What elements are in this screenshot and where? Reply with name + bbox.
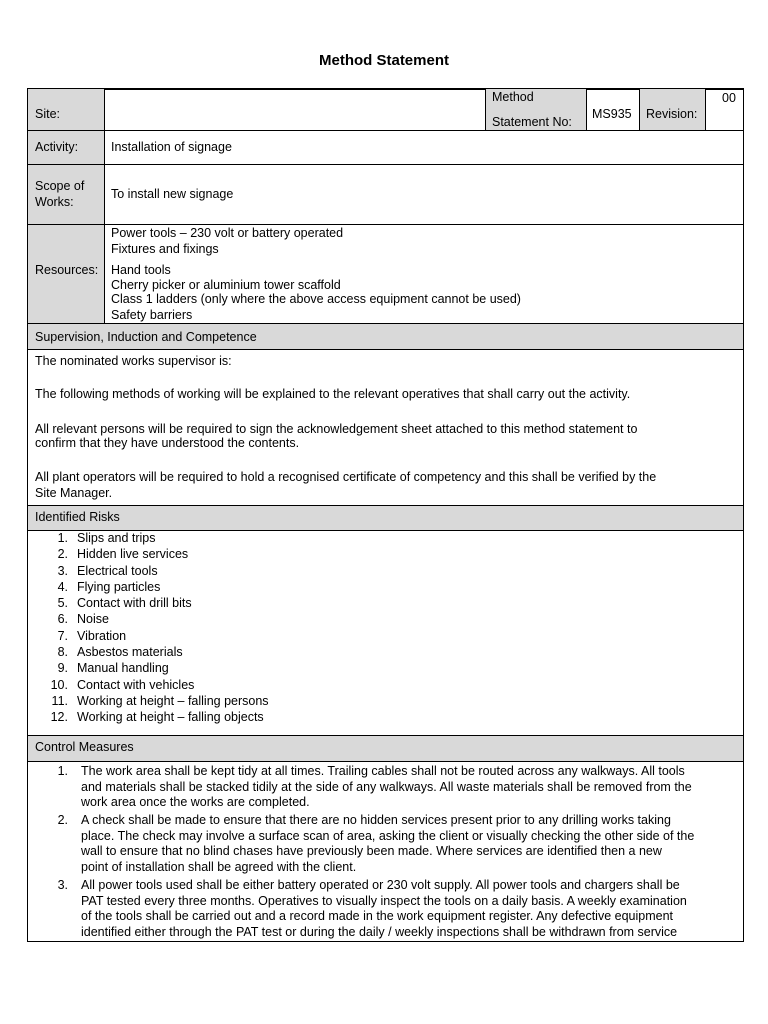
list-item: 1. Slips and trips [57,531,156,545]
control-item-number: 2. [57,813,68,827]
method-label-line2: Statement No: [492,115,572,129]
method-number: MS935 [592,107,632,121]
resource-item: Safety barriers [111,308,193,322]
risks-list [30,530,269,726]
activity-value: Installation of signage [111,140,232,154]
list-item: 5. Contact with drill bits [57,596,192,611]
control-line: identified either through the PAT test or during the daily / weekly inspections shall be withdrawn from service [81,924,678,939]
scope-label-line1: Scope of [35,179,85,193]
control-line: point of installation shall be agreed with the client. [81,859,357,874]
list-item: 2. Hidden live services [57,547,189,562]
control-item-number: 3. [57,878,68,892]
control-line: A check shall be made to ensure that there are no hidden services present prior to any drilling works taking [81,813,671,827]
controls-heading: Control Measures [35,740,134,754]
resource-item: Class 1 ladders (only where the above access equipment cannot be used) [111,292,521,306]
supervision-p3-line2: confirm that they have understood the contents. [35,436,300,450]
controls-heading-bar [27,735,744,762]
control-line: place. The check may involve a surface scan of area, asking the client or visually checking the other side of the [81,828,695,843]
resources-label: Resources: [35,263,99,277]
supervision-p1: The nominated works supervisor is: [35,354,232,368]
header-row [27,88,744,131]
resource-item: Cherry picker or aluminium tower scaffold [111,278,341,292]
document-title: Method Statement [318,52,449,69]
scope-value: To install new signage [111,187,234,201]
site-label: Site: [35,107,61,121]
risks-heading: Identified Risks [35,510,120,524]
list-item: 4. Flying particles [57,579,161,594]
control-line: PAT tested every three months. Operatives to visually inspect the tools on a daily basis. A weekly examination [81,893,687,908]
list-item: 11. Working at height – falling persons [51,693,269,708]
control-line: work area once the works are completed. [81,795,310,809]
supervision-p4-line1: All plant operators will be required to hold a recognised certificate of competency and this shall be verified by the [35,470,657,484]
supervision-p4-line2: Site Manager. [35,486,113,500]
scope-label-line2: Works: [35,195,74,209]
control-line: of the tools shall be carried out and a record made in the work equipment register. Any defective equipment [81,909,674,923]
control-item-number: 1. [57,764,68,778]
list-item: 6. Noise [57,612,109,627]
control-line: All power tools used shall be either battery operated or 230 volt supply. All power tools and chargers shall be [81,878,680,892]
supervision-heading: Supervision, Induction and Competence [35,330,257,344]
supervision-p2: The following methods of working will be explained to the relevant operatives that shall carry out the activity. [35,387,631,401]
list-item: 12. Working at height – falling objects [50,710,264,725]
control-line: The work area shall be kept tidy at all times. Trailing cables shall not be routed across any walkways. All tools [81,764,685,778]
list-item: 8. Asbestos materials [57,645,183,660]
list-item: 9. Manual handling [57,661,169,676]
revision-value: 00 [722,91,736,105]
resource-item: Power tools – 230 volt or battery operated [111,226,344,240]
supervision-p3-line1: All relevant persons will be required to sign the acknowledgement sheet attached to this method statement to [35,422,638,436]
risks-heading-bar [27,505,744,531]
list-item: 3. Electrical tools [57,563,158,578]
list-item: 7. Vibration [57,628,127,643]
method-label-line1: Method [492,90,534,104]
list-item: 10. Contact with vehicles [50,677,195,692]
activity-label: Activity: [35,140,79,154]
control-line: wall to ensure that no blind chases have previously been made. Where services are identified then a new [81,844,662,858]
revision-label: Revision: [646,107,698,121]
resource-item: Hand tools [111,263,171,277]
control-line: and materials shall be stacked tidily at the side of any walkways. All waste materials shall be removed from the [81,779,692,794]
resource-item: Fixtures and fixings [111,242,219,256]
